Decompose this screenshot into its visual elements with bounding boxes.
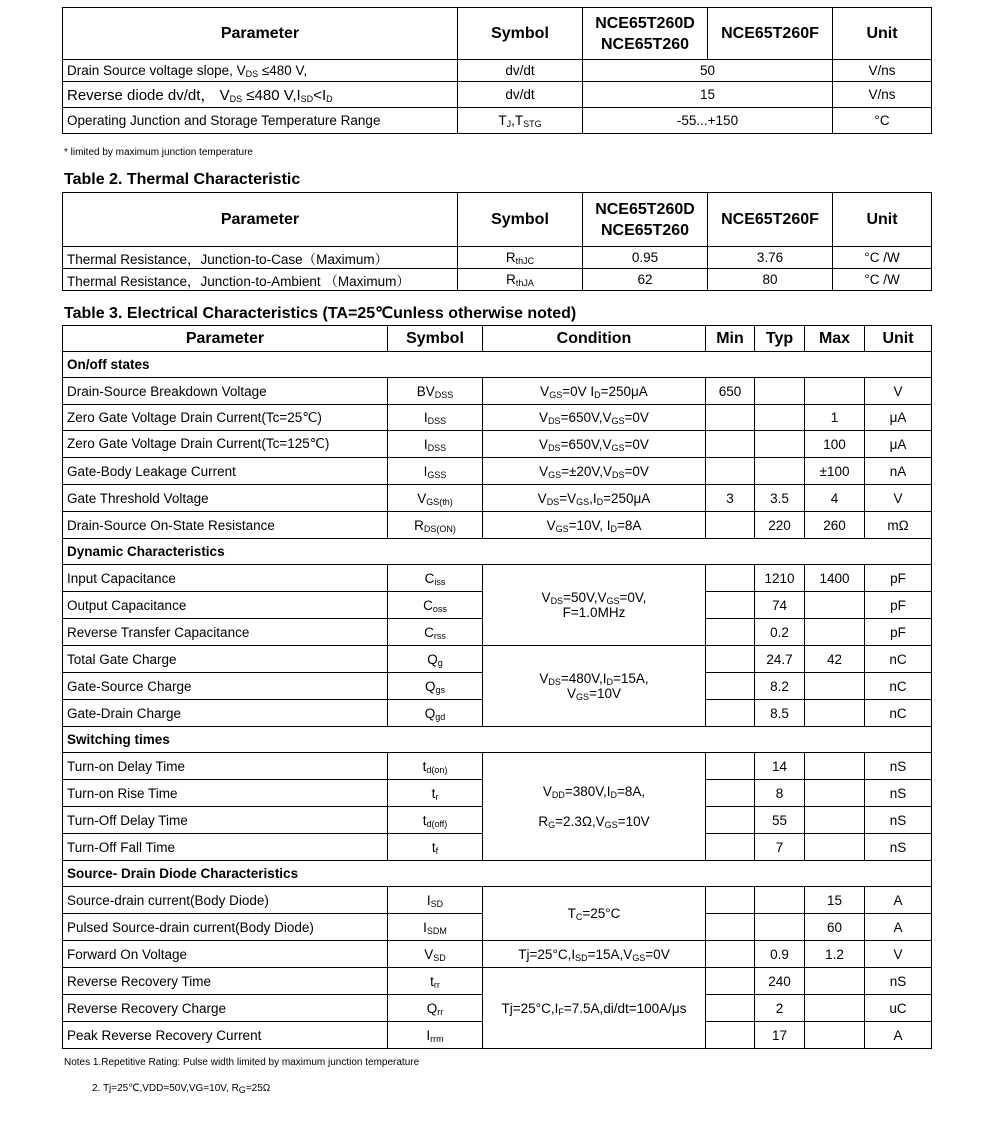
table-row: Operating Junction and Storage Temperature Range $T_J,T_{STG}$ -55...+150 °C (63, 108, 932, 134)
table-row: Turn-on Rise Time $t_r$ 8 nS (63, 780, 932, 807)
table-row: Total Gate Charge $Q_g$ $V_{DS}=480V,I_D=15A$, $V_{GS}=10V$ 24.7 42 nC (63, 646, 932, 673)
table-row: Gate Threshold Voltage $V_{GS(th)}$ $V_{DS}=V_{GS},I_D=250\mu A$ 3 3.5 4 V (63, 485, 932, 512)
header-nce65t260f: NCE65T260F (708, 193, 833, 247)
note-2: 2. Tj=25℃,VDD=50V,VG=10V, $R_G=25\Omega$ (92, 1083, 271, 1095)
header-unit: Unit (833, 8, 932, 60)
table-row: Forward On Voltage $V_{SD}$ $Tj=25^\circ C,I_{SD}=15A,V_{GS}=0V$ 0.9 1.2 V (63, 941, 932, 968)
absolute-ratings-table (62, 7, 932, 134)
thermal-table (62, 192, 932, 291)
table-row: Output Capacitance $C_{oss}$ 74 pF (63, 592, 932, 619)
table-row: Gate-Drain Charge $Q_{gd}$ 8.5 nC (63, 700, 932, 727)
header-symbol: Symbol (458, 8, 583, 60)
header-typ: Typ (755, 326, 805, 352)
section-diode: Source- Drain Diode Characteristics (63, 861, 932, 887)
table2-caption: Table 2. Thermal Characteristic (64, 171, 301, 188)
header-symbol: Symbol (388, 326, 483, 352)
table-row: Drain-Source Breakdown Voltage $BV_{DSS}$ $V_{GS}=0V$ $I_D=250\mu A$ 650 V (63, 378, 932, 405)
header-parameter: Parameter (63, 8, 458, 60)
table-row: Thermal Resistance，Junction-to-Ambient （Maximum） $R_{thJA}$ 62 80 °C /W (63, 269, 932, 291)
table-row: Drain Source voltage slope, $V_{DS} \le 480$ V, dv/dt 50 V/ns (63, 60, 932, 82)
section-dynamic: Dynamic Characteristics (63, 539, 932, 565)
header-symbol: Symbol (458, 193, 583, 247)
header-unit: Unit (833, 193, 932, 247)
table-row: Input Capacitance $C_{iss}$ $V_{DS}=50V,V_{GS}=0V$, F=1.0MHz 1210 1400 pF (63, 565, 932, 592)
table-row: Gate-Source Charge $Q_{gs}$ 8.2 nC (63, 673, 932, 700)
table-row: Turn-Off Delay Time $t_{d(off)}$ 55 nS (63, 807, 932, 834)
table-row: Gate-Body Leakage Current $I_{GSS}$ $V_{GS}=\pm 20V,V_{DS}=0V$ ±100 nA (63, 458, 932, 485)
table-row: Reverse Transfer Capacitance $C_{rss}$ 0.2 pF (63, 619, 932, 646)
table-row: Source-drain current(Body Diode) $I_{SD}$ $T_C=25^\circ C$ 15 A (63, 887, 932, 914)
table-row: Turn-on Delay Time $t_{d(on)}$ $V_{DD}=380V,I_D=8A$, $R_G=2.3\Omega,V_{GS}=10V$ 14 nS (63, 753, 932, 780)
table-row: Drain-Source On-State Resistance $R_{DS(ON)}$ $V_{GS}=10V$, $I_D=8A$ 220 260 mΩ (63, 512, 932, 539)
electrical-table (62, 325, 932, 1049)
table-row: Pulsed Source-drain current(Body Diode) $I_{SDM}$ 60 A (63, 914, 932, 941)
header-nce65t260f: NCE65T260F (708, 8, 833, 60)
table-row: Reverse diode dv/dt， $V_{DS} \le 480$ $V,I_{SD}<I_D$ dv/dt 15 V/ns (63, 82, 932, 108)
note-1: Notes 1.Repetitive Rating: Pulse width limited by maximum junction temperature (64, 1057, 420, 1068)
header-nce65t260d: NCE65T260D NCE65T260 (583, 8, 708, 60)
section-switching: Switching times (63, 727, 932, 753)
section-onoff: On/off states (63, 352, 932, 378)
table-row: Thermal Resistance，Junction-to-Case（Maximum） $R_{thJC}$ 0.95 3.76 °C /W (63, 247, 932, 269)
header-min: Min (706, 326, 755, 352)
table-row: Zero Gate Voltage Drain Current(Tc=125℃) $I_{DSS}$ $V_{DS}=650V,V_{GS}=0V$ 100 μA (63, 431, 932, 458)
table3-caption: Table 3. Electrical Characteristics (TA=25℃unless otherwise noted) (64, 305, 577, 322)
header-nce65t260d: NCE65T260D NCE65T260 (583, 193, 708, 247)
table-row: Reverse Recovery Charge $Q_{rr}$ 2 uC (63, 995, 932, 1022)
table-row: Zero Gate Voltage Drain Current(Tc=25℃) $I_{DSS}$ $V_{DS}=650V,V_{GS}=0V$ 1 μA (63, 405, 932, 431)
footnote: * limited by maximum junction temperature (64, 147, 253, 158)
header-condition: Condition (483, 326, 706, 352)
header-parameter: Parameter (63, 326, 388, 352)
table-row: Peak Reverse Recovery Current $I_{rrm}$ 17 A (63, 1022, 932, 1049)
table-row: Reverse Recovery Time $t_{rr}$ $Tj=25^\circ C,I_F=7.5A,di/dt=100A/\mu s$ 240 nS (63, 968, 932, 995)
table-row: Turn-Off Fall Time $t_f$ 7 nS (63, 834, 932, 861)
header-parameter: Parameter (63, 193, 458, 247)
header-unit: Unit (865, 326, 932, 352)
header-max: Max (805, 326, 865, 352)
